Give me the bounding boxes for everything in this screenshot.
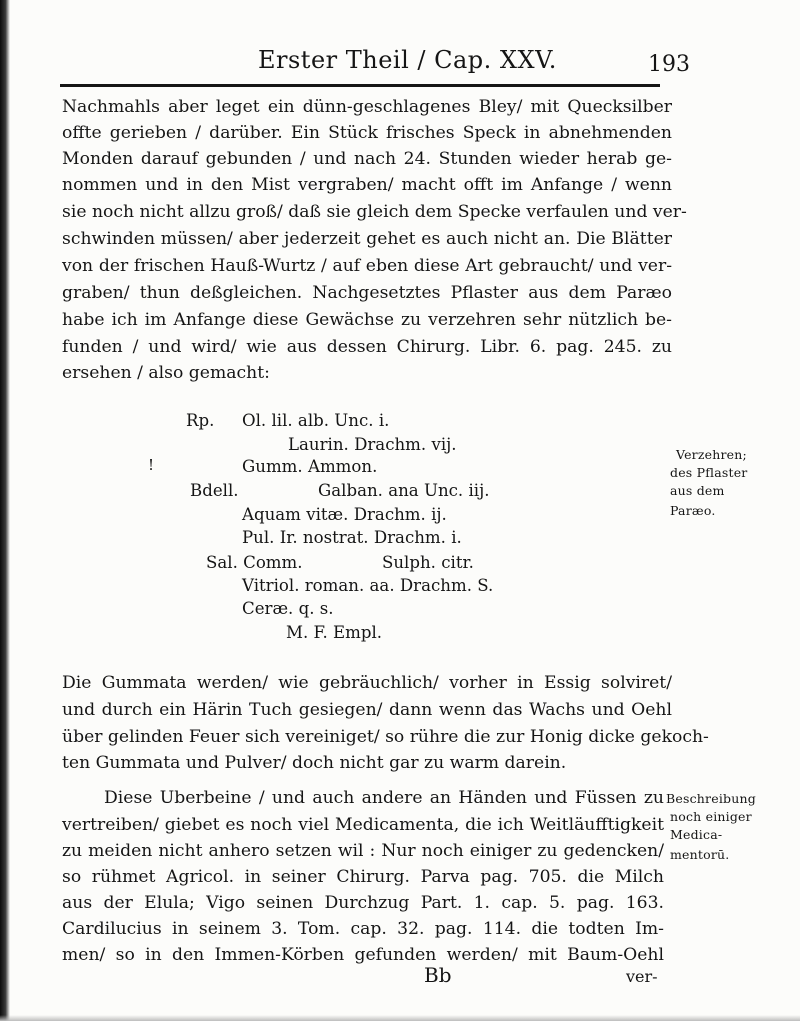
marginal-note-line: Verzehren;	[676, 447, 747, 462]
text-line: von der frischen Hauß-Wurtz / auf eben diese Art gebraucht/ und ver-	[62, 256, 672, 276]
text-line: vertreiben/ giebet es noch viel Medicamenta, die ich Weitläufftigkeit	[62, 815, 664, 835]
text-line: ten Gummata und Pulver/ doch nicht gar zu warm darein.	[62, 753, 567, 773]
text-line: ersehen / also gemacht:	[62, 363, 270, 383]
text-line: Nachmahls aber leget ein dünn-geschlagenes Bley/ mit Quecksilber	[62, 97, 672, 117]
marginal-note-line: Medica-	[670, 827, 723, 842]
text-line: Die Gummata werden/ wie gebräuchlich/ vorher in Essig solviret/	[62, 673, 672, 693]
recipe-line: Galban. ana Unc. iij.	[318, 481, 490, 500]
text-line: schwinden müssen/ aber jederzeit gehet es auch nicht an. Die Blätter	[62, 229, 672, 249]
recipe-line: Aquam vitæ. Drachm. ij.	[242, 505, 447, 524]
recipe-label: Bdell.	[190, 481, 239, 500]
recipe-line: Gumm. Ammon.	[242, 457, 378, 476]
text-line: sie noch nicht allzu groß/ daß sie gleich dem Specke verfaulen und ver-	[62, 202, 687, 222]
recipe-line: M. F. Empl.	[286, 623, 383, 642]
text-line: zu meiden nicht anhero setzen wil : Nur noch einiger zu gedencken/	[62, 841, 664, 861]
recipe-label: Rp.	[186, 411, 215, 430]
text-line: aus der Elula; Vigo seinen Durchzug Part. 1. cap. 5. pag. 163.	[62, 893, 664, 913]
page-binding-shadow	[0, 0, 10, 1021]
running-head: Erster Theil / Cap. XXV.	[258, 46, 557, 74]
text-line: Diese Uberbeine / und auch andere an Händen und Füssen zu	[104, 788, 664, 808]
text-line: Cardilucius in seinem 3. Tom. cap. 32. pag. 114. die todten Im-	[62, 919, 664, 939]
text-line: so rühmet Agricol. in seiner Chirurg. Parva pag. 705. die Milch	[62, 867, 664, 887]
marginal-note-line: des Pflaster	[670, 465, 748, 480]
text-line: und durch ein Härin Tuch gesiegen/ dann wenn das Wachs und Oehl	[62, 700, 672, 720]
marginal-note-line: noch einiger	[670, 809, 752, 824]
signature-mark: Bb	[424, 963, 452, 987]
recipe-line: Ceræ. q. s.	[242, 599, 334, 618]
text-line: graben/ thun deßgleichen. Nachgesetztes Pflaster aus dem Paræo	[62, 283, 672, 303]
text-line: über gelinden Feuer sich vereiniget/ so rühre die zur Honig dicke gekoch-	[62, 727, 709, 747]
recipe-line: Sulph. citr.	[382, 553, 474, 572]
marginal-note-line: mentorū.	[670, 847, 730, 862]
recipe-line: Pul. Ir. nostrat. Drachm. i.	[242, 528, 462, 547]
stray-mark: !	[148, 456, 155, 474]
marginal-note-line: aus dem	[670, 483, 725, 498]
marginal-note-line: Beschreibung	[666, 791, 756, 806]
text-line: men/ so in den Immen-Körben gefunden werden/ mit Baum-Oehl	[62, 945, 664, 965]
text-line: habe ich im Anfange diese Gewächse zu verzehren sehr nützlich be-	[62, 310, 672, 330]
catchword: ver-	[626, 967, 658, 986]
recipe-line: Vitriol. roman. aa. Drachm. S.	[242, 576, 494, 595]
recipe-label: Sal. Comm.	[206, 553, 303, 572]
page-bottom-shadow	[0, 1015, 800, 1021]
text-line: Monden darauf gebunden / und nach 24. Stunden wieder herab ge-	[62, 149, 672, 169]
text-line: nommen und in den Mist vergraben/ macht offt im Anfange / wenn	[62, 175, 672, 195]
recipe-line: Laurin. Drachm. vij.	[288, 435, 457, 454]
page-number: 193	[648, 52, 690, 77]
text-line: offte gerieben / darüber. Ein Stück frisches Speck in abnehmenden	[62, 123, 672, 143]
header-rule	[60, 84, 660, 87]
marginal-note-line: Paræo.	[670, 503, 716, 518]
text-line: funden / und wird/ wie aus dessen Chirurg. Libr. 6. pag. 245. zu	[62, 337, 672, 357]
recipe-line: Ol. lil. alb. Unc. i.	[242, 411, 390, 430]
